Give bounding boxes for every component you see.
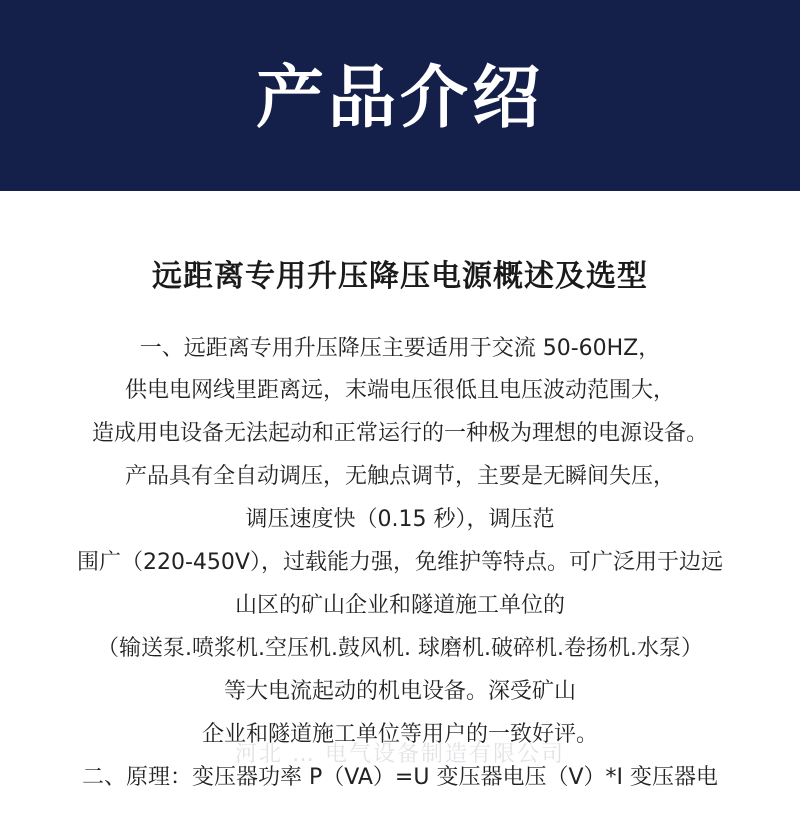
article-line: 山区的矿山企业和隧道施工单位的 <box>234 593 565 618</box>
article-heading: 远距离专用升压降压电源概述及选型 <box>152 259 648 294</box>
company-watermark: 河北 … 电气设备制造有限公司 <box>235 742 565 767</box>
banner-title: 产品介绍 <box>255 58 544 138</box>
article-line: 供电电网线里距离远，末端电压很低且电压波动范围大， <box>124 378 675 403</box>
article-line: （输送泵.喷浆机.空压机.鼓风机. 球磨机.破碎机.卷扬机.水泵） <box>97 636 703 661</box>
article-line: 企业和隧道施工单位等用户的一致好评。 <box>201 722 598 747</box>
article-line: 造成用电设备无法起动和正常运行的一种极为理想的电源设备。 <box>91 421 708 446</box>
article-line: 二、原理：变压器功率 P（VA）=U 变压器电压（V）*I 变压器电 <box>81 765 718 790</box>
article-line: 一、远距离专用升压降压主要适用于交流 50-60HZ， <box>139 336 661 361</box>
article-line: 围广（220-450V），过载能力强，免维护等特点。可广泛用于边远 <box>77 550 723 575</box>
article-line: 产品具有全自动调压，无触点调节，主要是无瞬间失压， <box>124 464 675 489</box>
header-banner <box>0 0 800 191</box>
article-line: 等大电流起动的机电设备。深受矿山 <box>223 679 576 704</box>
article-line: 调压速度快（0.15 秒），调压范 <box>245 507 555 532</box>
